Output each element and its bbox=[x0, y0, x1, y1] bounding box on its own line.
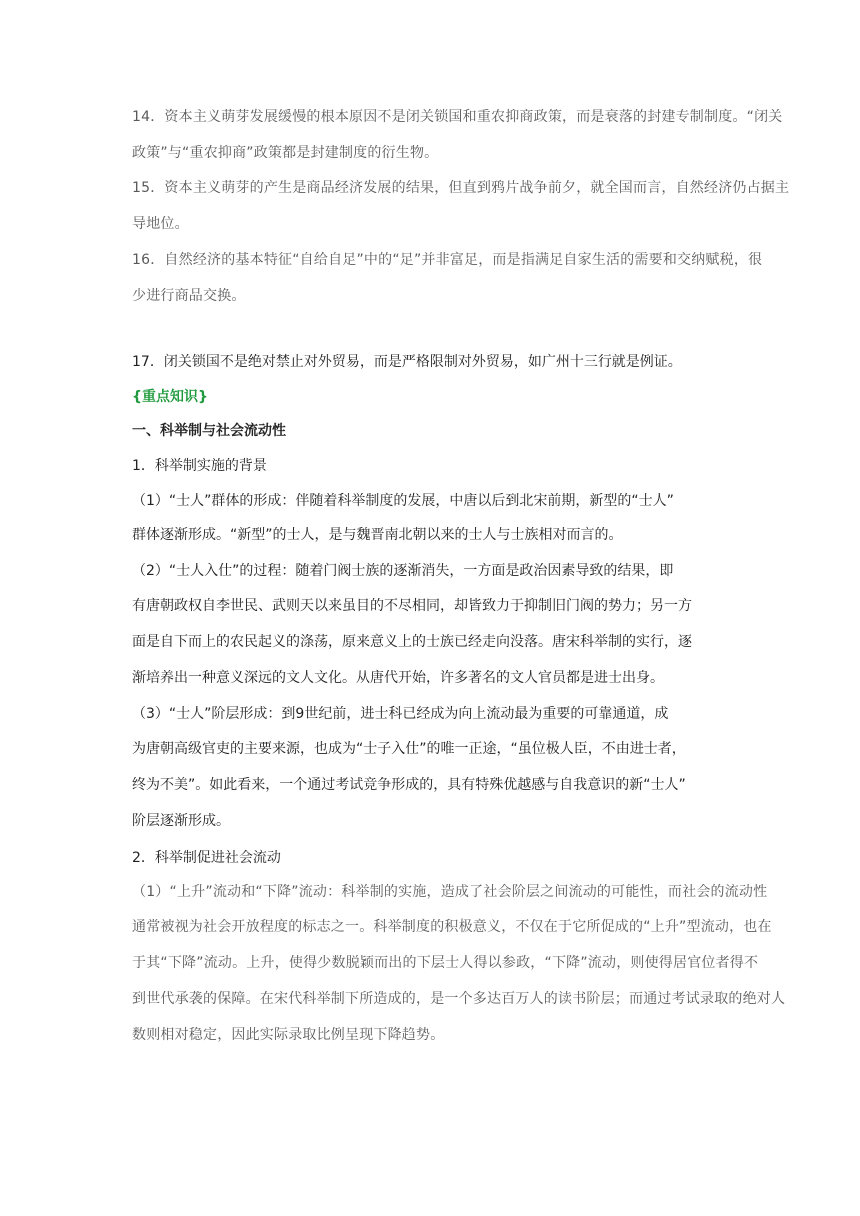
item-3-line-2: 为唐朝高级官吏的主要来源，也成为“士子入仕”的唯一正途，“虽位极人臣，不由进士者， bbox=[132, 741, 686, 757]
paragraph-15-line-2: 导地位。 bbox=[132, 216, 189, 232]
section-title: {重点知识} bbox=[132, 389, 208, 405]
subheading-1: 1．科举制实施的背景 bbox=[132, 458, 267, 474]
item-2-line-4: 渐培养出一种意义深远的文人文化。从唐代开始，许多著名的文人官员都是进士出身。 bbox=[132, 670, 664, 686]
item-4-line-3: 于其“下降”流动。上升，使得少数脱颖而出的下层士人得以参政，“下降”流动，则使得居官位者得不 bbox=[132, 955, 759, 971]
item-4-line-5: 数则相对稳定，因此实际录取比例呈现下降趋势。 bbox=[132, 1027, 445, 1043]
item-4-line-1: （1）“上升”流动和“下降”流动：科举制的实施，造成了社会阶层之间流动的可能性，而社会的流动性 bbox=[132, 884, 768, 900]
item-1-line-2: 群体逐渐形成。“新型”的士人，是与魏晋南北朝以来的士人与士族相对而言的。 bbox=[132, 527, 623, 543]
paragraph-16-line-1: 16．自然经济的基本特征“自给自足”中的“足”并非富足，而是指满足自家生活的需要和交纳赋税，很 bbox=[132, 252, 763, 268]
paragraph-16-line-2: 少进行商品交换。 bbox=[132, 288, 246, 304]
paragraph-14-line-1: 14．资本主义萌芽发展缓慢的根本原因不是闭关锁国和重农抑商政策，而是衰落的封建专制制度。“闭关 bbox=[132, 109, 783, 125]
heading-1: 一、科举制与社会流动性 bbox=[132, 423, 286, 439]
item-2-line-1: （2）“士人入仕”的过程：随着门阀士族的逐渐消失，一方面是政治因素导致的结果，即 bbox=[132, 563, 674, 579]
item-2-line-3: 面是自下而上的农民起义的涤荡，原来意义上的士族已经走向没落。唐宋科举制的实行，逐 bbox=[132, 634, 692, 650]
item-4-line-4: 到世代承袭的保障。在宋代科举制下所造成的，是一个多达百万人的读书阶层；而通过考试录取的绝对人 bbox=[132, 991, 786, 1007]
item-3-line-4: 阶层逐渐形成。 bbox=[132, 813, 230, 829]
item-4-line-2: 通常被视为社会开放程度的标志之一。科举制度的积极意义，不仅在于它所促成的“上升”型流动，也在 bbox=[132, 919, 772, 935]
item-2-line-2: 有唐朝政权自李世民、武则天以来虽目的不尽相同，却皆致力于抑制旧门阀的势力；另一方 bbox=[132, 598, 692, 614]
item-3-line-1: （3）“士人”阶层形成：到9世纪前，进士科已经成为向上流动最为重要的可靠通道，成 bbox=[132, 706, 669, 722]
subheading-2: 2．科举制促进社会流动 bbox=[132, 850, 281, 866]
paragraph-14-line-2: 政策”与“重农抑商”政策都是封建制度的衍生物。 bbox=[132, 145, 439, 161]
item-1-line-1: （1）“士人”群体的形成：伴随着科举制度的发展，中唐以后到北宋前期，新型的“士人” bbox=[132, 493, 674, 509]
paragraph-17: 17．闭关锁国不是绝对禁止对外贸易，而是严格限制对外贸易，如广州十三行就是例证。 bbox=[132, 354, 682, 370]
paragraph-15-line-1: 15．资本主义萌芽的产生是商品经济发展的结果，但直到鸦片战争前夕，就全国而言，自然经济仍占据主 bbox=[132, 180, 790, 196]
item-3-line-3: 终为不美”。如此看来，一个通过考试竞争形成的，具有特殊优越感与自我意识的新“士人” bbox=[132, 777, 686, 793]
